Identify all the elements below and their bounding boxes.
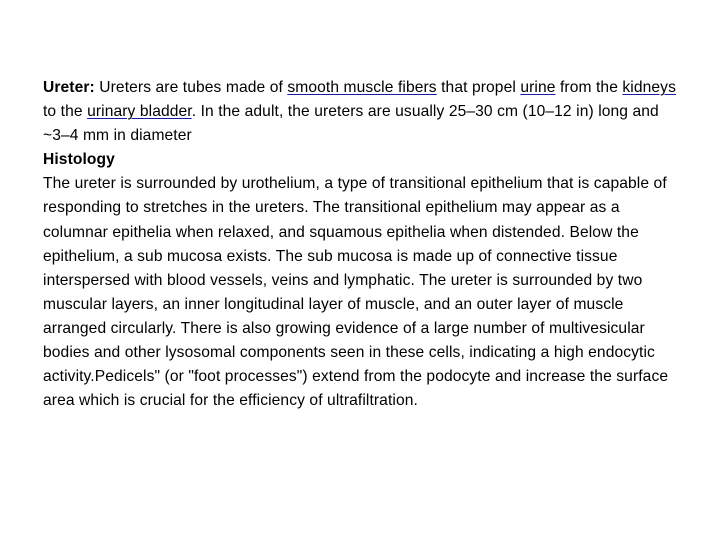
ureter-text-2: that propel bbox=[436, 79, 521, 96]
link-urinary-bladder[interactable]: urinary bladder bbox=[87, 103, 192, 121]
link-kidneys[interactable]: kidneys bbox=[622, 79, 676, 96]
ureter-text-4: to the bbox=[43, 103, 88, 121]
ureter-text-1: Ureters are tubes made of bbox=[94, 79, 288, 96]
ureter-text-3: from the bbox=[555, 79, 623, 96]
slide-text-block bbox=[43, 76, 683, 413]
ureter-heading: Ureter: bbox=[43, 79, 95, 96]
ureter-text-5: . In the adult, the ureters are usually 25–30 cm (10–12 in) long and ~3–4 mm in diameter bbox=[43, 103, 659, 145]
histology-body: The ureter is surrounded by urothelium, a type of transitional epithelium that is capable of responding to stretches in the ureters. The transitional epithelium may appear as a columnar epithelia when relaxed, and squamous epithelia when distended. Below the epithelium, a sub mucosa exists. The sub mucosa is made up of connective tissue interspersed with blood vessels, veins and lymphatic. The ureter is surrounded by two muscular layers, an inner longitudinal layer of muscle, and an outer layer of muscle arranged circularly. There is also growing evidence of a large number of multivesicular bodies and other lysosomal components seen in these cells, indicating a high endocytic activity.Pedicels" (or "foot processes") extend from the podocyte and increase the surface area which is crucial for the efficiency of ultrafiltration. bbox=[43, 175, 669, 410]
link-urine[interactable]: urine bbox=[520, 79, 556, 96]
link-smooth-muscle-fibers[interactable]: smooth muscle fibers bbox=[287, 79, 437, 96]
ureter-paragraph bbox=[43, 76, 683, 148]
histology-heading: Histology bbox=[43, 151, 115, 169]
